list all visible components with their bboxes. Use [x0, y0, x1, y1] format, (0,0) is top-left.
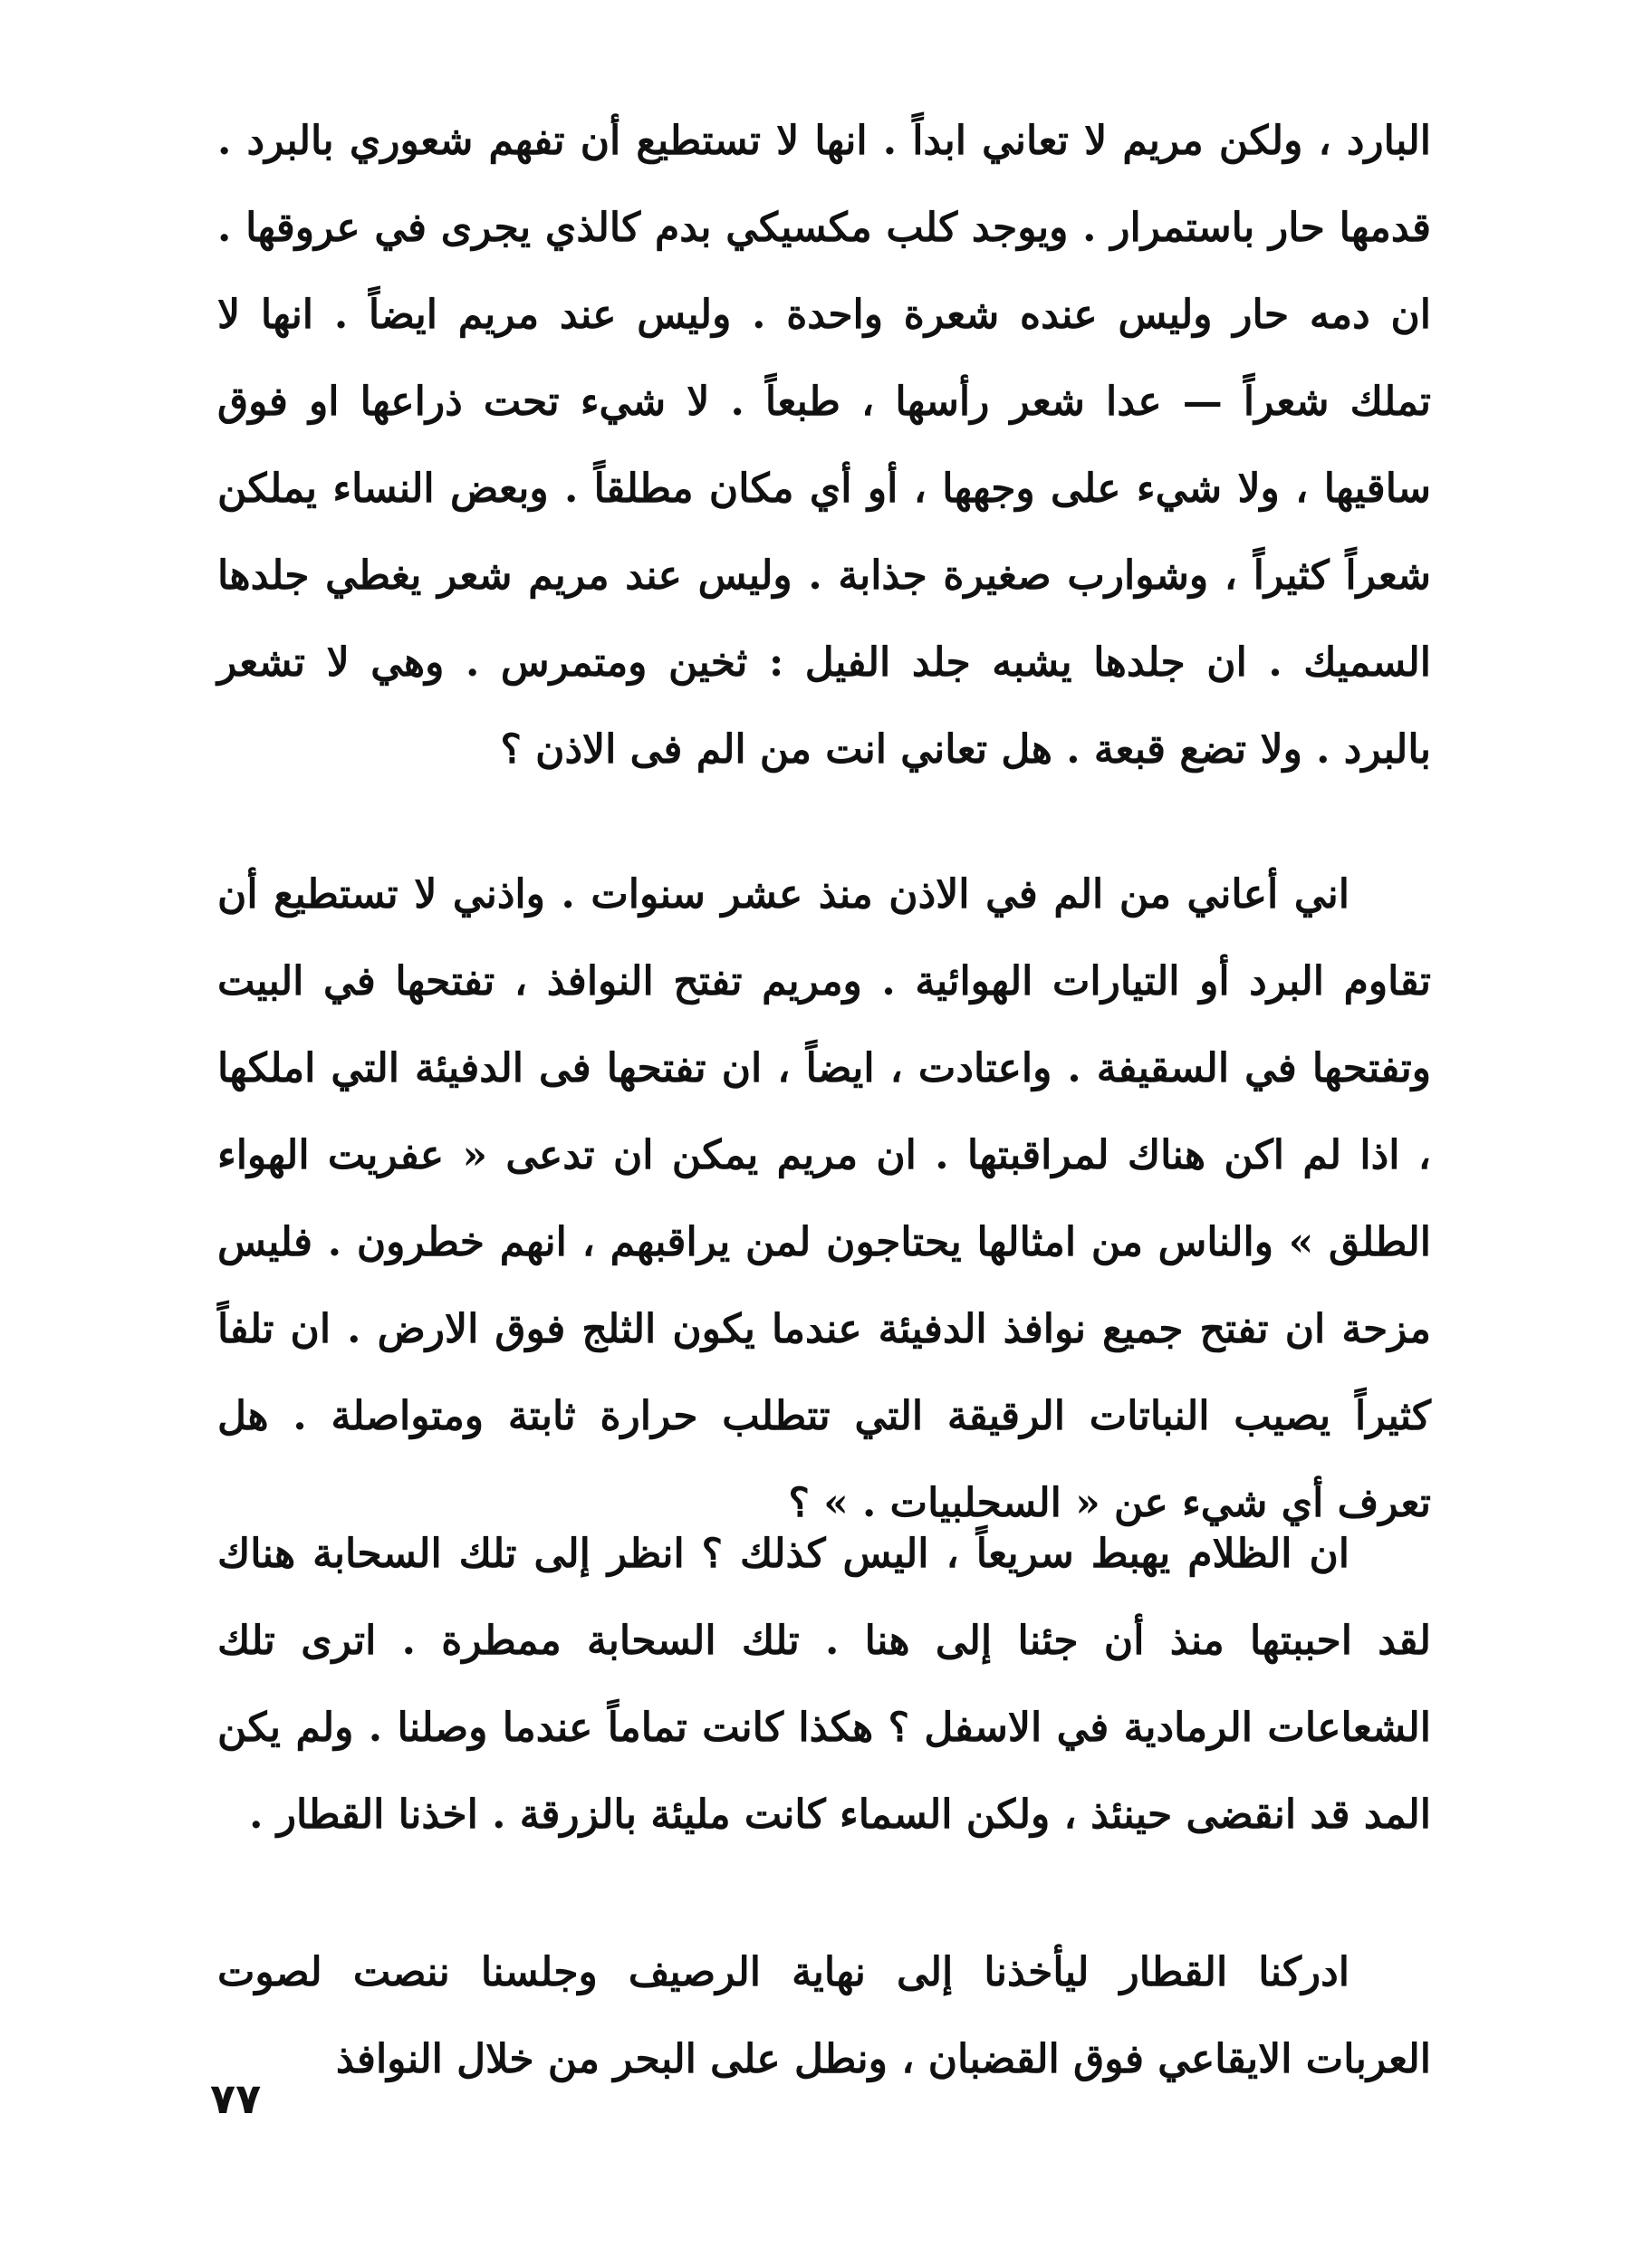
paragraph-text: ادركنا القطار ليأخذنا إلى نهاية الرصيف وجلسنا ننصت لصوت العربات الايقاعي فوق القضبان ، ونطل على البحر من خلال النوافذ [217, 1949, 1431, 2082]
page-number: ٧٧ [210, 2074, 262, 2123]
paragraph-2 [217, 851, 1431, 1547]
paragraph-text: ان الظلام يهبط سريعاً ، اليس كذلك ؟ انظر إلى تلك السحابة هناك لقد احببتها منذ أن جئنا إلى هنا . تلك السحابة ممطرة . اترى تلك الشعاعات الرمادية في الاسفل ؟ هكذا كانت تماماً عندما وصلنا . ولم يكن المد قد انقضى حينئذ ، ولكن السماء كانت مليئة بالزرقة . اخذنا القطار . [217, 1531, 1431, 1838]
paragraph-3 [217, 1511, 1431, 1859]
paragraph-4 [217, 1929, 1431, 2103]
paragraph-text: البارد ، ولكن مريم لا تعاني ابداً . انها لا تستطيع أن تفهم شعوري بالبرد . قدمها حار باستمرار . ويوجد كلب مكسيكي بدم كالذي يجرى في عروقها . ان دمه حار وليس عنده شعرة واحدة . وليس عند مريم ايضاً . انها لا تملك شعراً — عدا شعر رأسها ، طبعاً . لا شيء تحت ذراعها او فوق ساقيها ، ولا شيء على وجهها ، أو أي مكان مطلقاً . وبعض النساء يملكن شعراً كثيراً ، وشوارب صغيرة جذابة . وليس عند مريم شعر يغطي جلدها السميك . ان جلدها يشبه جلد الفيل : ثخين ومتمرس . وهي لا تشعر بالبرد . ولا تضع قبعة . هل تعاني انت من الم فى الاذن ؟ [217, 118, 1431, 773]
paragraph-1 [217, 98, 1431, 793]
paragraph-text: اني أعاني من الم في الاذن منذ عشر سنوات . واذني لا تستطيع أن تقاوم البرد أو التيارات الهوائية . ومريم تفتح النوافذ ، تفتحها في البيت وتفتحها في السقيفة . واعتادت ، ايضاً ، ان تفتحها فى الدفيئة التي املكها ، اذا لم اكن هناك لمراقبتها . ان مريم يمكن ان تدعى « عفريت الهواء الطلق » والناس من امثالها يحتاجون لمن يراقبهم ، انهم خطرون . فليس مزحة ان تفتح جميع نوافذ الدفيئة عندما يكون الثلج فوق الارض . ان تلفاً كثيراً يصيب النباتات الرقيقة التي تتطلب حرارة ثابتة ومتواصلة . هل تعرف أي شيء عن « السحلبيات . » ؟ [217, 871, 1432, 1526]
